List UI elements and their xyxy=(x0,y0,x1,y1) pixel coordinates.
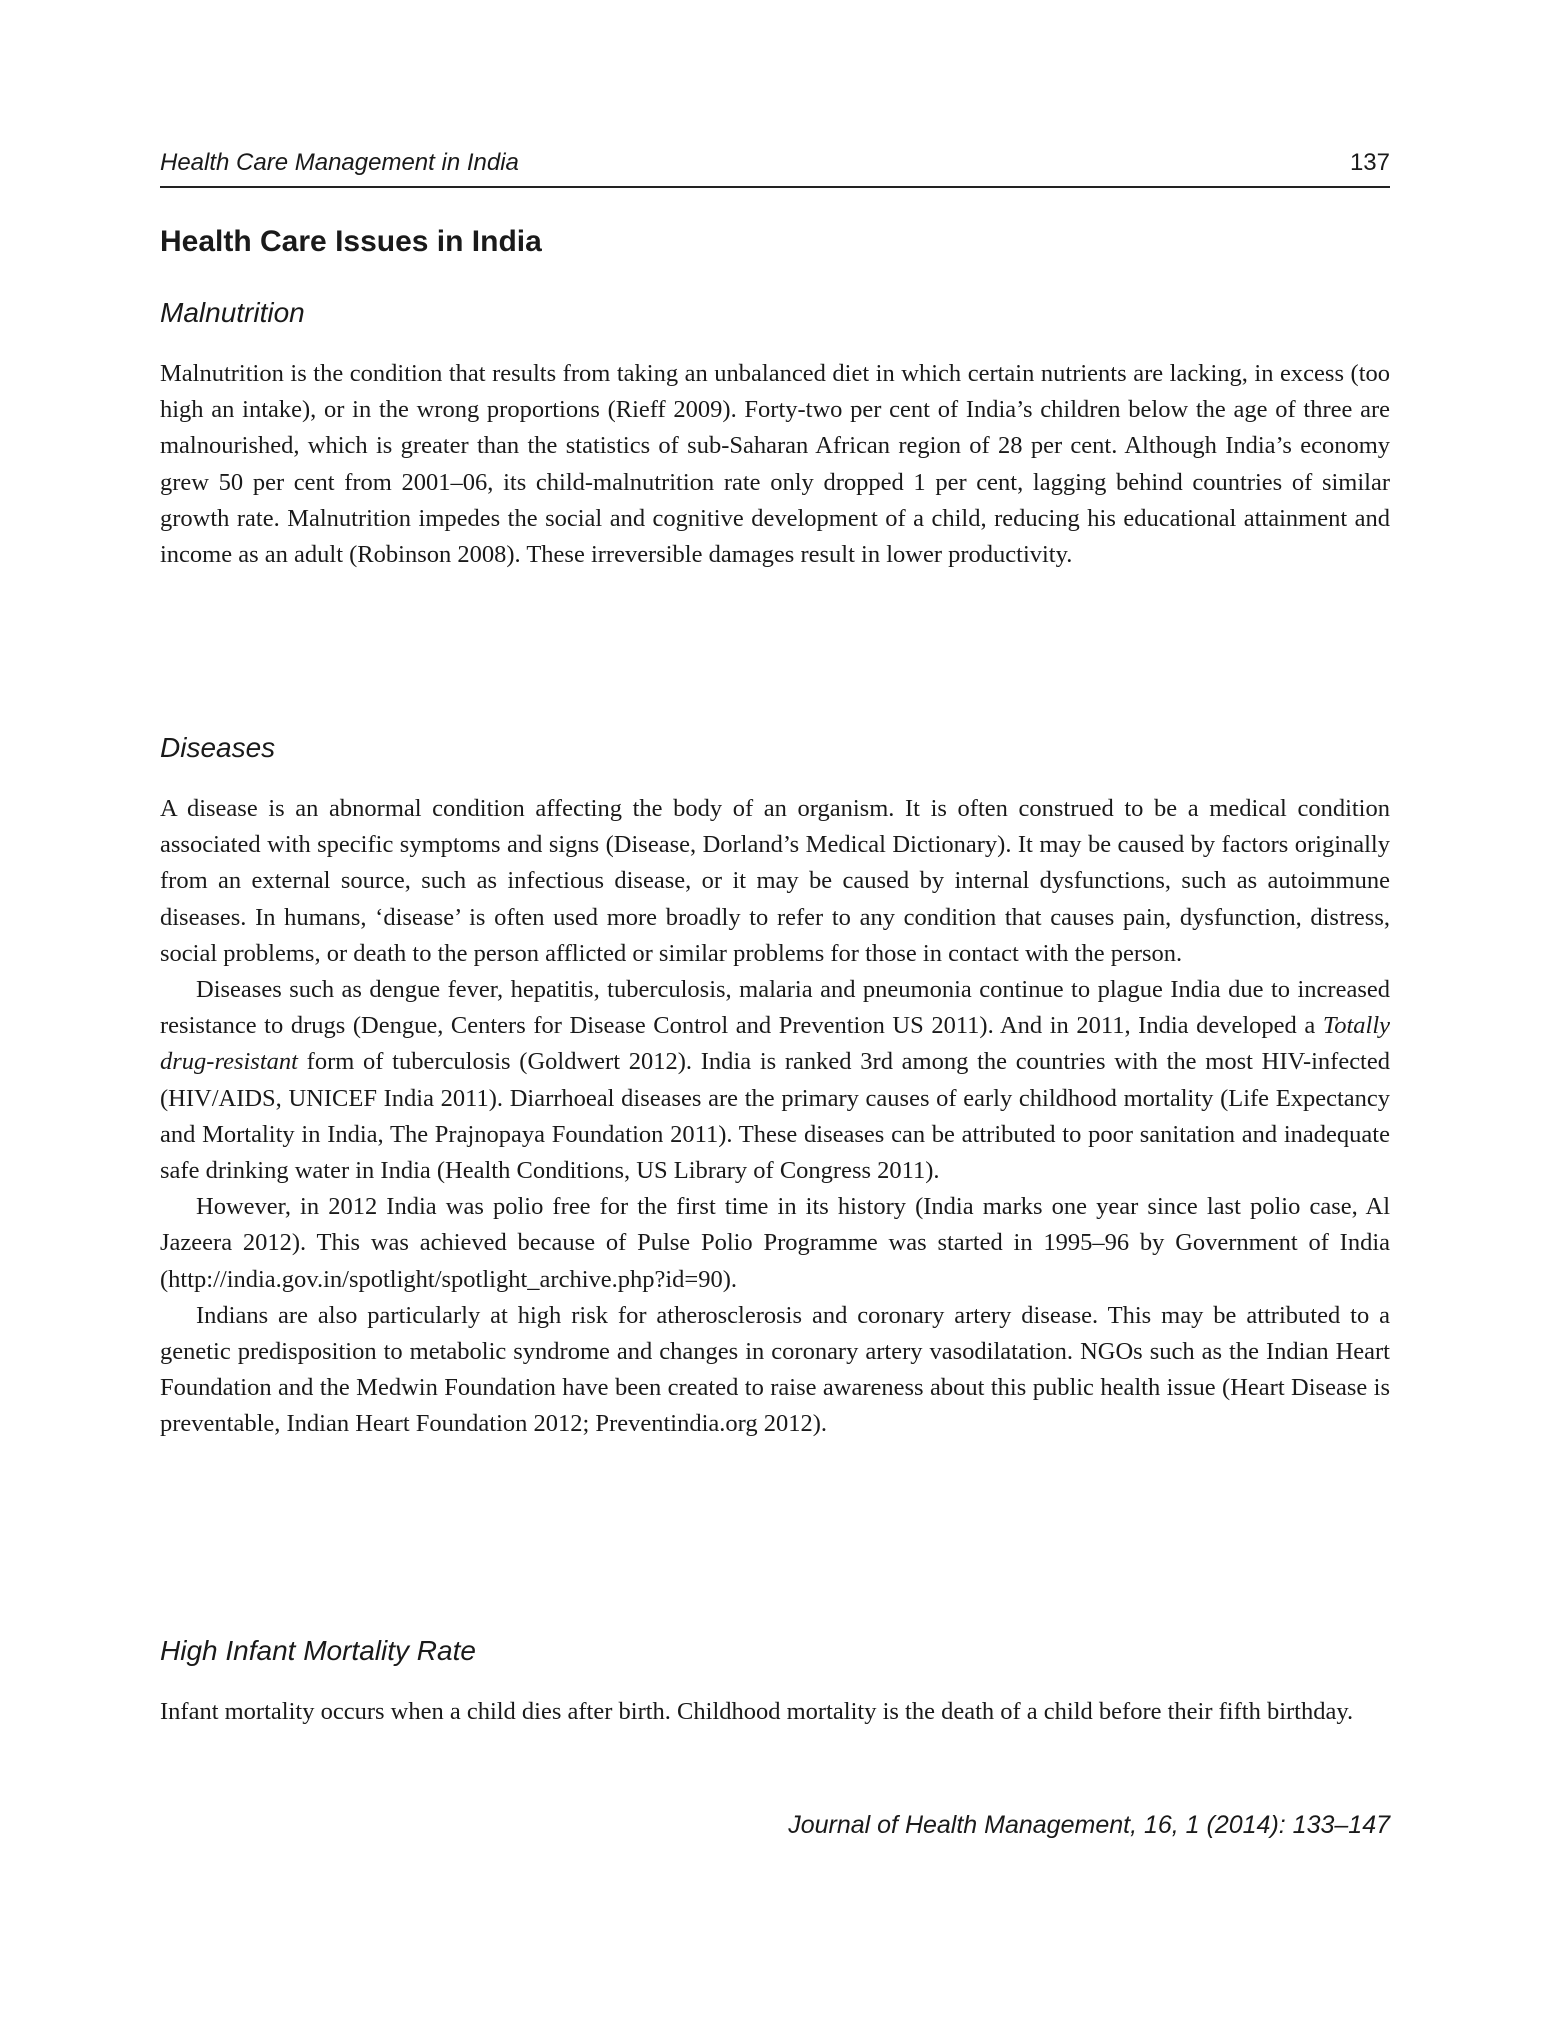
infant-mortality-section xyxy=(160,1632,1390,1730)
diseases-paragraph-2-italic: Totally drug-resistant xyxy=(160,1012,1390,1076)
infant-mortality-heading: High Infant Mortality Rate xyxy=(160,1635,476,1666)
diseases-paragraph-3: However, in 2012 India was polio free for the first time in its history (India marks one year since last polio case, Al Jazeera 2012). This was achieved because of Pulse Polio Programme was started in 1995–96 by Government of India (http://india.gov.in/spotlight/spotlight_archive.php?id=90). xyxy=(160,1193,1390,1293)
diseases-paragraph-2-part-2: form of tuberculosis (Goldwert 2012). India is ranked 3rd among the countries with the most HIV-infected (HIV/AIDS, UNICEF India 2011). Diarrhoeal diseases are the primary causes of early childhood mortality (Life Expectancy and Mortality in India, The Prajnopaya Foundation 2011). These diseases can be attributed to poor sanitation and inadequate safe drinking water in India (Health Conditions, US Library of Congress 2011). xyxy=(160,1048,1390,1185)
malnutrition-heading: Malnutrition xyxy=(160,297,305,328)
diseases-section xyxy=(160,729,1390,1443)
page-number: 137 xyxy=(1349,149,1390,176)
running-head xyxy=(160,146,1390,188)
malnutrition-section xyxy=(160,294,1390,573)
page xyxy=(160,0,1390,2032)
diseases-paragraph-4: Indians are also particularly at high risk for atherosclerosis and coronary artery disease. This may be attributed to a genetic predisposition to metabolic syndrome and changes in coronary artery vasodilatation. NGOs such as the Indian Heart Foundation and the Medwin Foundation have been created to raise awareness about this public health issue (Heart Disease is preventable, Indian Heart Foundation 2012; Preventindia.org 2012). xyxy=(160,1301,1390,1438)
malnutrition-paragraph: Malnutrition is the condition that results from taking an unbalanced diet in which certain nutrients are lacking, in excess (too high an intake), or in the wrong proportions (Rieff 2009). Forty-two per cent of India’s children below the age of three are malnourished, which is greater than the statistics of sub-Saharan African region of 28 per cent. Although India’s economy grew 50 per cent from 2001–06, its child-malnutrition rate only dropped 1 per cent, lagging behind countries of similar growth rate. Malnutrition impedes the social and cognitive development of a child, reducing his educational attainment and income as an adult (Robinson 2008). These irreversible damages result in lower productivity. xyxy=(160,360,1390,569)
running-head-title: Health Care Management in India xyxy=(160,149,519,176)
section-title: Health Care Issues in India xyxy=(160,225,542,258)
journal-citation-footer: Journal of Health Management, 16, 1 (2014): 133–147 xyxy=(788,1811,1390,1839)
infant-mortality-paragraph: Infant mortality occurs when a child dies after birth. Childhood mortality is the death of a child before their fifth birthday. xyxy=(160,1698,1354,1725)
diseases-paragraph-2 xyxy=(160,972,1390,1189)
diseases-paragraph-2-part-1: Diseases such as dengue fever, hepatitis, tuberculosis, malaria and pneumonia continue to plague India due to increased resistance to drugs (Dengue, Centers for Disease Control and Prevention US 2011). And in 2011, India developed a xyxy=(160,976,1390,1040)
diseases-heading: Diseases xyxy=(160,732,276,763)
diseases-paragraph-1: A disease is an abnormal condition affecting the body of an organism. It is often construed to be a medical condition associated with specific symptoms and signs (Disease, Dorland’s Medical Dictionary). It may be caused by factors originally from an external source, such as infectious disease, or it may be caused by internal dysfunctions, such as autoimmune diseases. In humans, ‘disease’ is often used more broadly to refer to any condition that causes pain, dysfunction, distress, social problems, or death to the person afflicted or similar problems for those in contact with the person. xyxy=(160,795,1390,967)
